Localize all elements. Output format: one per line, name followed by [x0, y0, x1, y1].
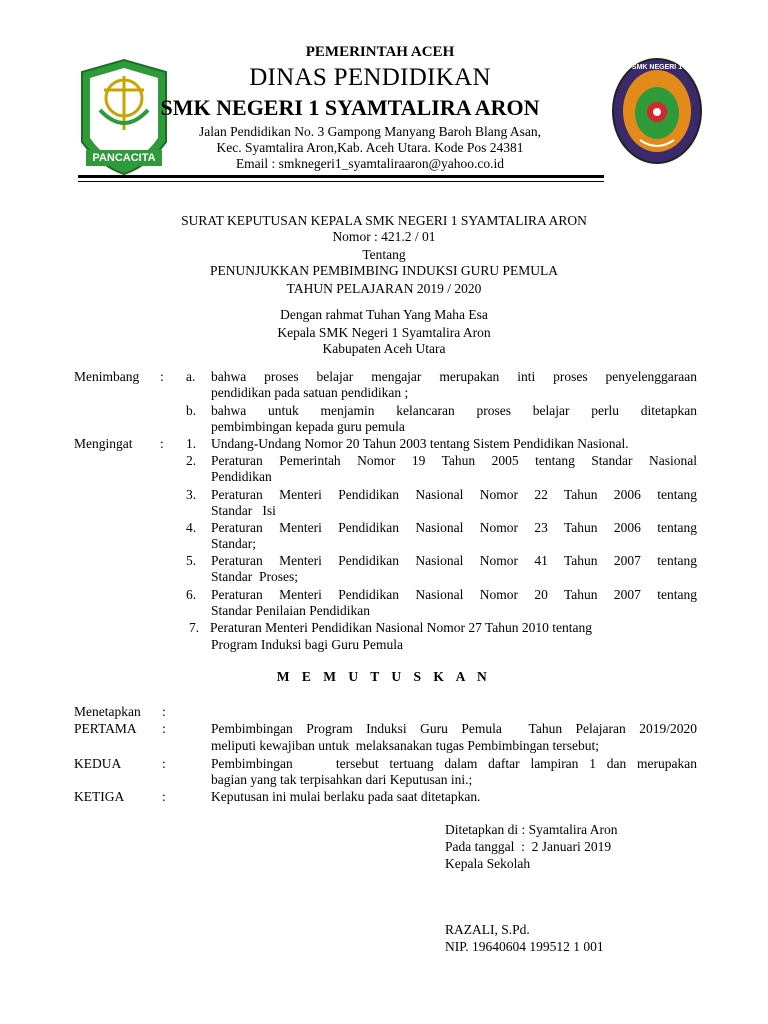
list-item-line: Peraturan Pemerintah Nomor 19 Tahun 2005 tentang Standar Nasional: [211, 453, 697, 468]
decision-label-ketiga: KETIGA: [74, 789, 125, 804]
preamble-line-2: Kepala SMK Negeri 1 Syamtalira Aron: [277, 325, 491, 340]
colon: :: [160, 436, 164, 451]
email-line: Email : smknegeri1_syamtaliraaron@yahoo.co.id: [235, 156, 505, 171]
colon: :: [162, 756, 166, 771]
list-marker: 4.: [186, 520, 197, 535]
department-name: DINAS PENDIDIKAN: [249, 64, 491, 91]
school-logo: [610, 56, 704, 166]
list-item-line: Standar Penilaian Pendidikan: [211, 603, 370, 618]
list-item-line: Peraturan Menteri Pendidikan Nasional Nomor 23 Tahun 2006 tentang: [211, 520, 697, 535]
list-marker: 5.: [186, 553, 197, 568]
header-rule-thick: [78, 175, 604, 178]
signature-date: Pada tanggal : 2 Januari 2019: [445, 839, 612, 854]
section-label-mengingat: Mengingat: [74, 436, 133, 451]
preamble-line-3: Kabupaten Aceh Utara: [322, 341, 446, 356]
list-marker: 2.: [186, 453, 197, 468]
signature-role: Kepala Sekolah: [445, 856, 531, 871]
decision-text-line: Pembimbingan tersebut tertuang dalam daftar lampiran 1 dan merupakan: [211, 756, 697, 771]
list-marker: a.: [186, 369, 196, 384]
decree-subject: PENUNJUKKAN PEMBIMBING INDUKSI GURU PEMULA: [209, 263, 558, 278]
logo-text: PANCACITA: [92, 152, 156, 164]
list-marker: 6.: [186, 587, 197, 602]
decision-text-line: Keputusan ini mulai berlaku pada saat ditetapkan.: [211, 789, 481, 804]
list-item-line: bahwa proses belajar mengajar merupakan inti proses penyelenggaraan: [211, 369, 697, 384]
signatory-nip: NIP. 19640604 199512 1 001: [445, 939, 604, 954]
list-item-line: Peraturan Menteri Pendidikan Nasional Nomor 20 Tahun 2007 tentang: [211, 587, 697, 602]
list-item-line: Peraturan Menteri Pendidikan Nasional Nomor 27 Tahun 2010 tentang: [210, 620, 592, 635]
list-item-line: bahwa untuk menjamin kelancaran proses belajar perlu ditetapkan: [211, 403, 697, 418]
list-marker: 7.: [189, 620, 200, 635]
logo-text: SMK NEGERI 1: [631, 64, 683, 71]
list-item-line: pembimbingan kepada guru pemula: [211, 419, 405, 434]
decision-text-line: meliputi kewajiban untuk melaksanakan tugas Pembimbingan tersebut;: [211, 738, 600, 753]
preamble-line-1: Dengan rahmat Tuhan Yang Maha Esa: [280, 307, 488, 322]
colon: :: [162, 721, 166, 736]
list-item-line: Standar;: [211, 536, 256, 551]
colon: :: [162, 789, 166, 804]
list-marker: b.: [186, 403, 197, 418]
list-item-line: Standar Isi: [211, 503, 276, 518]
colon: :: [162, 704, 166, 719]
colon: :: [160, 369, 164, 384]
decree-year: TAHUN PELAJARAN 2019 / 2020: [286, 281, 482, 296]
decree-number: Nomor : 421.2 / 01: [332, 229, 436, 244]
list-marker: 3.: [186, 487, 197, 502]
list-item-line: Peraturan Menteri Pendidikan Nasional Nomor 41 Tahun 2007 tentang: [211, 553, 697, 568]
section-label-menetapkan: Menetapkan: [74, 704, 141, 719]
list-item-line: Program Induksi bagi Guru Pemula: [211, 637, 403, 652]
address-line-2: Kec. Syamtalira Aron,Kab. Aceh Utara. Kode Pos 24381: [216, 140, 524, 155]
list-marker: 1.: [186, 436, 197, 451]
school-name: SMK NEGERI 1 SYAMTALIRA ARON: [160, 95, 540, 120]
list-item-line: Pendidikan: [211, 469, 272, 484]
list-item-line: Peraturan Menteri Pendidikan Nasional Nomor 22 Tahun 2006 tentang: [211, 487, 697, 502]
header-rule-thin: [78, 181, 604, 182]
decision-text-line: bagian yang tak terpisahkan dari Keputusan ini.;: [211, 772, 473, 787]
signature-place: Ditetapkan di : Syamtalira Aron: [445, 822, 618, 837]
decree-title: SURAT KEPUTUSAN KEPALA SMK NEGERI 1 SYAMTALIRA ARON: [181, 213, 587, 228]
decision-label-pertama: PERTAMA: [74, 721, 137, 736]
government-name: PEMERINTAH ACEH: [305, 44, 455, 60]
decision-heading: M E M U T U S K A N: [276, 669, 492, 684]
list-item-line: Standar Proses;: [211, 569, 298, 584]
decision-text-line: Pembimbingan Program Induksi Guru Pemula Tahun Pelajaran 2019/2020: [211, 721, 697, 736]
section-label-menimbang: Menimbang: [74, 369, 140, 384]
list-item-line: pendidikan pada satuan pendidikan ;: [211, 385, 409, 400]
list-item-line: Undang-Undang Nomor 20 Tahun 2003 tentang Sistem Pendidikan Nasional.: [211, 436, 629, 451]
signatory-name: RAZALI, S.Pd.: [445, 922, 530, 937]
decree-about: Tentang: [362, 247, 406, 262]
address-line-1: Jalan Pendidikan No. 3 Gampong Manyang Baroh Blang Asan,: [199, 124, 541, 139]
decision-label-kedua: KEDUA: [74, 756, 122, 771]
